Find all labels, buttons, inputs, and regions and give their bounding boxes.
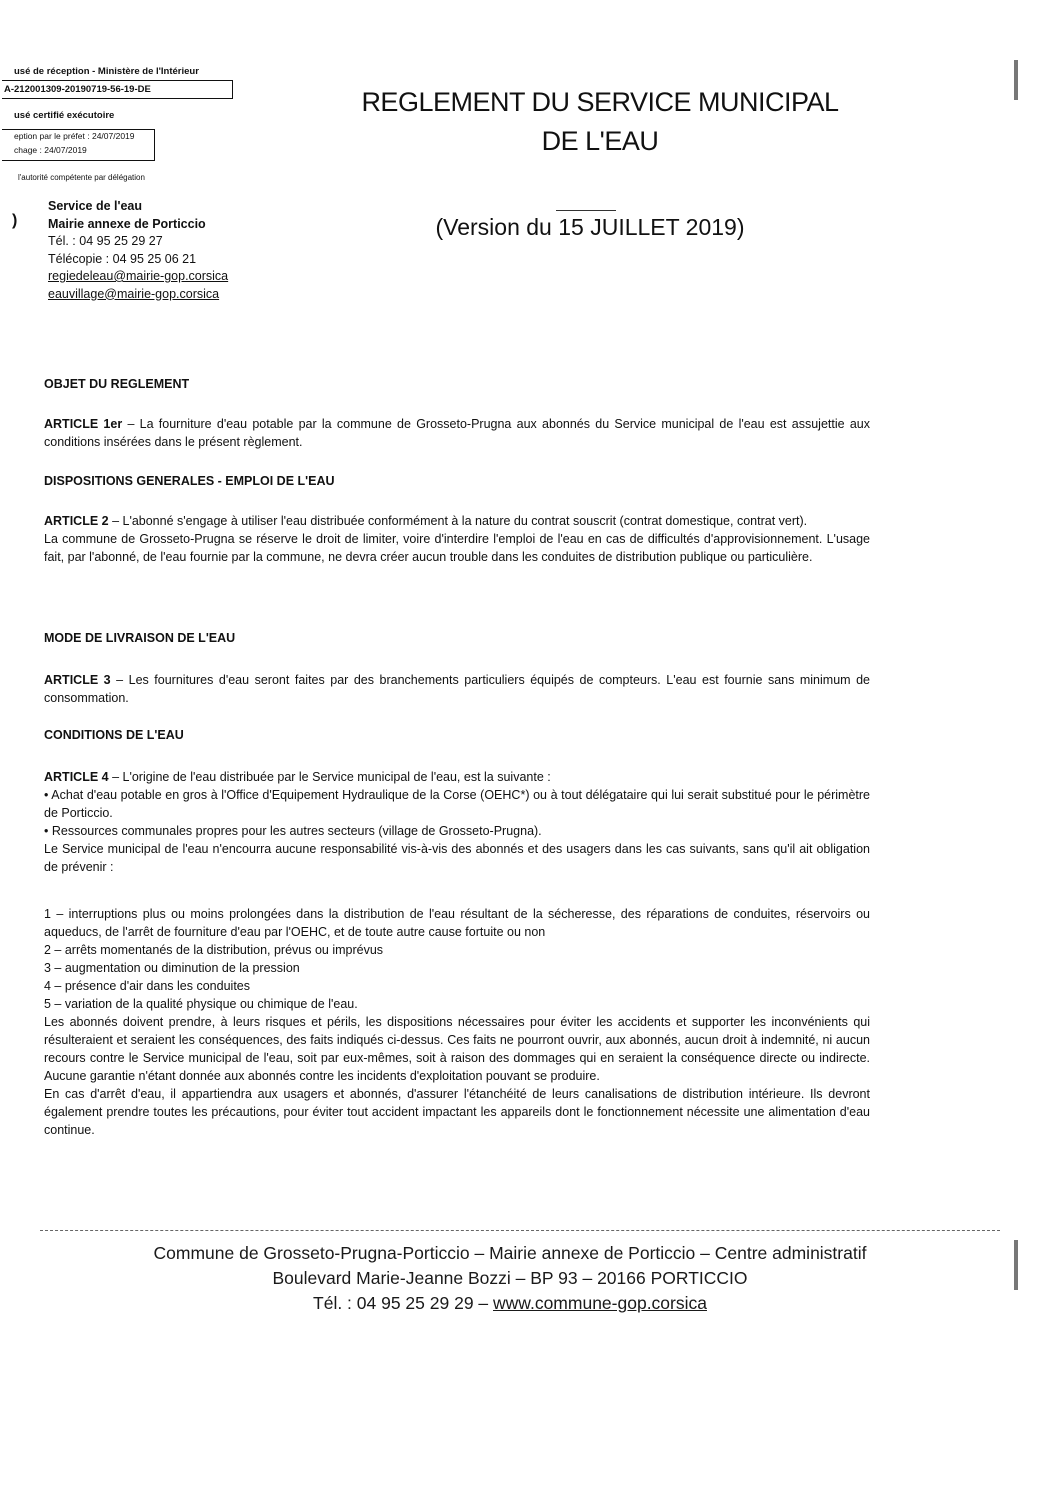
title-divider: [556, 210, 616, 211]
footer-phone: Tél. : 04 95 25 29 29 –: [313, 1293, 494, 1313]
article-4-text: – L'origine de l'eau distribuée par le Service municipal de l'eau, est la suivante :: [108, 770, 551, 784]
scan-edge-mark: [1014, 1240, 1018, 1290]
stamp-certified-label: usé certifié exécutoire: [14, 110, 115, 121]
article-2-text: – L'abonné s'engage à utiliser l'eau distribuée conformément à la nature du contrat souscrit (contrat domestique, contrat vert).: [108, 514, 808, 528]
section-dispositions: [44, 472, 870, 490]
article-4-paragraph-risks: Les abonnés doivent prendre, à leurs risques et périls, les dispositions nécessaires pour éviter les accidents et supporter les inconvénients qui résulteraient et seraient les conséquences, des faits indiqués ci-dessus. Ces faits ne pourront ouvrir, aux abonnés, aucun droit à indemnité, ni aucun recours contre le Service municipal de l'eau, soit par eux-mêmes, soit à raison des dommages qui en seraient la conséquence directe ou indirecte. Aucune garantie n'étant donnée aux abonnés contre les incidents d'exploitation pouvant se produire.: [44, 1015, 870, 1083]
stamp-receipt-label: usé de réception - Ministère de l'Intérieur: [14, 66, 199, 77]
article-2: [44, 512, 870, 566]
article-4-intro: Le Service municipal de l'eau n'encourra aucune responsabilité vis-à-vis des abonnés et des usagers dans les cas suivants, sans qu'il ait obligation de prévenir :: [44, 842, 870, 874]
case-item-3: 3 – augmentation ou diminution de la pression: [44, 961, 300, 975]
article-3: [44, 671, 870, 707]
stamp-reference: A-212001309-20190719-56-19-DE: [4, 84, 151, 95]
stamp-authority: l'autorité compétente par délégation: [18, 173, 145, 182]
footer-line-commune: Commune de Grosseto-Prugna-Porticcio – Mairie annexe de Porticcio – Centre administratif: [153, 1243, 867, 1263]
article-4-paragraph-shutoff: En cas d'arrêt d'eau, il appartiendra aux usagers et abonnés, d'assurer l'étanchéité de leurs canalisations de distribution intérieure. Ils devront également prendre toutes les précautions, pour éviter tout accident impactant les appareils dont le fonctionnement nécessite une alimentation d'eau continue.: [44, 1087, 870, 1137]
article-1: [44, 415, 870, 451]
case-item-5: 5 – variation de la qualité physique ou chimique de l'eau.: [44, 997, 358, 1011]
article-4-label: ARTICLE 4: [44, 770, 109, 784]
section-heading-livraison: MODE DE LIVRAISON DE L'EAU: [44, 631, 236, 645]
service-fax: Télécopie : 04 95 25 06 21: [48, 251, 197, 266]
case-item-2: 2 – arrêts momentanés de la distribution, prévus ou imprévus: [44, 943, 384, 957]
article-3-label: ARTICLE 3: [44, 673, 111, 687]
scan-edge-mark: [1014, 60, 1018, 100]
section-heading-objet: OBJET DU REGLEMENT: [44, 377, 190, 391]
service-phone: Tél. : 04 95 25 29 27: [48, 234, 163, 248]
section-conditions: [44, 726, 870, 744]
article-4-bullet-communal: • Ressources communales propres pour les autres secteurs (village de Grosseto-Prugna).: [44, 824, 542, 838]
version-label: (Version du 15 JUILLET 2019): [435, 214, 745, 240]
article-2-paragraph: La commune de Grosseto-Prugna se réserve le droit de limiter, voire d'interdire l'emploi de l'eau en cas de difficultés d'approvisionnement. L'usage fait, par l'abonné, de l'eau fournie par la commune, ne devra créer aucun trouble dans les conduites de distribution publique ou particulière.: [44, 532, 870, 564]
service-annex: Mairie annexe de Porticcio: [48, 216, 206, 231]
section-heading-conditions: CONDITIONS DE L'EAU: [44, 728, 184, 742]
service-email-regie[interactable]: regiedeleau@mairie-gop.corsica: [48, 269, 229, 283]
section-heading-dispositions: DISPOSITIONS GENERALES - EMPLOI DE L'EAU: [44, 474, 335, 488]
footer-website-link[interactable]: www.commune-gop.corsica: [493, 1293, 707, 1313]
article-1-text: – La fourniture d'eau potable par la commune de Grosseto-Prugna aux abonnés du Service municipal de l'eau est assujettie aux conditions insérées dans le présent règlement.: [44, 417, 870, 449]
section-objet: [44, 375, 870, 393]
footer-divider: [40, 1230, 1000, 1231]
article-4-cases: [44, 905, 870, 1139]
page-title-line1: REGLEMENT DU SERVICE MUNICIPAL: [361, 87, 839, 117]
article-4-bullet-oehc: • Achat d'eau potable en gros à l'Office d'Equipement Hydraulique de la Corse (OEHC*) ou à tout délégataire qui lui serait substitué pour le périmètre de Porticcio.: [44, 788, 870, 820]
margin-mark: ): [12, 212, 18, 229]
stamp-prefect-date: eption par le préfet : 24/07/2019: [14, 131, 135, 141]
service-name: Service de l'eau: [48, 199, 143, 213]
section-livraison: [44, 629, 870, 647]
service-contact-block: [48, 198, 228, 303]
case-item-4: 4 – présence d'air dans les conduites: [44, 979, 250, 993]
footer-line-address: Boulevard Marie-Jeanne Bozzi – BP 93 – 20166 PORTICCIO: [272, 1268, 748, 1288]
article-3-text: – Les fournitures d'eau seront faites par des branchements particuliers équipés de compteurs. L'eau est fournie sans minimum de consommation.: [44, 673, 870, 705]
footer-line-contact: [60, 1292, 960, 1314]
article-4: [44, 768, 870, 876]
page-title-line2: DE L'EAU: [541, 126, 659, 156]
service-email-village[interactable]: eauvillage@mairie-gop.corsica: [48, 286, 220, 301]
stamp-display-date: chage : 24/07/2019: [14, 145, 87, 155]
article-2-label: ARTICLE 2: [44, 514, 109, 528]
article-1-label: ARTICLE 1er: [44, 417, 123, 431]
case-item-1: 1 – interruptions plus ou moins prolongées dans la distribution de l'eau résultant de la sécheresse, des réparations de conduites, réservoirs ou aqueducs, de l'arrêt de fourniture d'eau par l'OEHC, et de toute autre cause fortuite ou non: [44, 907, 870, 939]
